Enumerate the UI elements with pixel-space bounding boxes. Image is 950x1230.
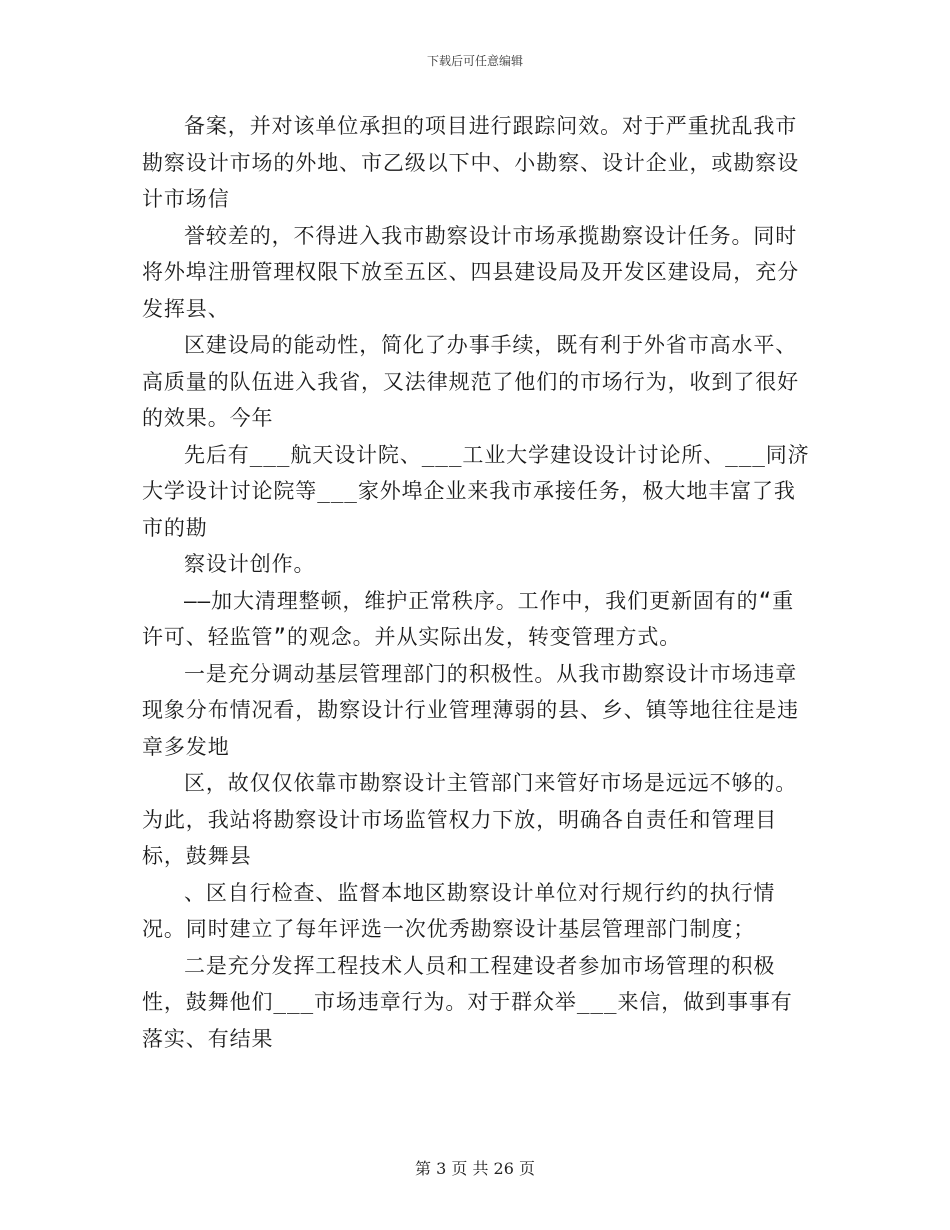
paragraph: 誉较差的，不得进入我市勘察设计市场承揽勘察设计任务。同时将外埠注册管理权限下放至五区、四县建设局及开发区建设局，充分发挥县、 (142, 223, 799, 321)
paragraph: 区建设局的能动性，简化了办事手续，既有利于外省市高水平、高质量的队伍进入我省，又法律规范了他们的市场行为，收到了很好的效果。今年 (142, 333, 799, 430)
paragraph: 备案，并对该单位承担的项目进行跟踪问效。对于严重扰乱我市勘察设计市场的外地、市乙级以下中、小勘察、设计企业，或勘察设计市场信 (142, 114, 799, 211)
page-footer: 第 3 页 共 26 页 (415, 1159, 535, 1178)
body-text (142, 108, 810, 1057)
paragraph: 区，故仅仅依靠市勘察设计主管部门来管好市场是远远不够的。为此，我站将勘察设计市场监管权力下放，明确各自责任和管理目标，鼓舞县 (142, 771, 798, 868)
paragraph: ——加大清理整顿，维护正常秩序。工作中，我们更新固有的“重许可、轻监管”的观念。并从实际出发，转变管理方式。 (142, 588, 795, 649)
paragraph: 先后有___航天设计院、___工业大学建设设计讨论所、___同济大学设计讨论院等___家外埠企业来我市承接任务，极大地丰富了我市的勘 (142, 442, 810, 540)
page-header: 下载后可任意编辑 (426, 54, 523, 68)
paragraph: 、区自行检查、监督本地区勘察设计单位对行规行约的执行情况。同时建立了每年评选一次优秀勘察设计基层管理部门制度； (142, 880, 776, 941)
paragraph: 察设计创作。 (184, 552, 316, 576)
paragraph: 一是充分调动基层管理部门的积极性。从我市勘察设计市场违章现象分布情况看，勘察设计行业管理薄弱的县、乡、镇等地往往是违章多发地 (142, 661, 799, 759)
paragraph: 二是充分发挥工程技术人员和工程建设者参加市场管理的积极性，鼓舞他们___市场违章行为。对于群众举___来信，做到事事有落实、有结果 (142, 953, 793, 1051)
